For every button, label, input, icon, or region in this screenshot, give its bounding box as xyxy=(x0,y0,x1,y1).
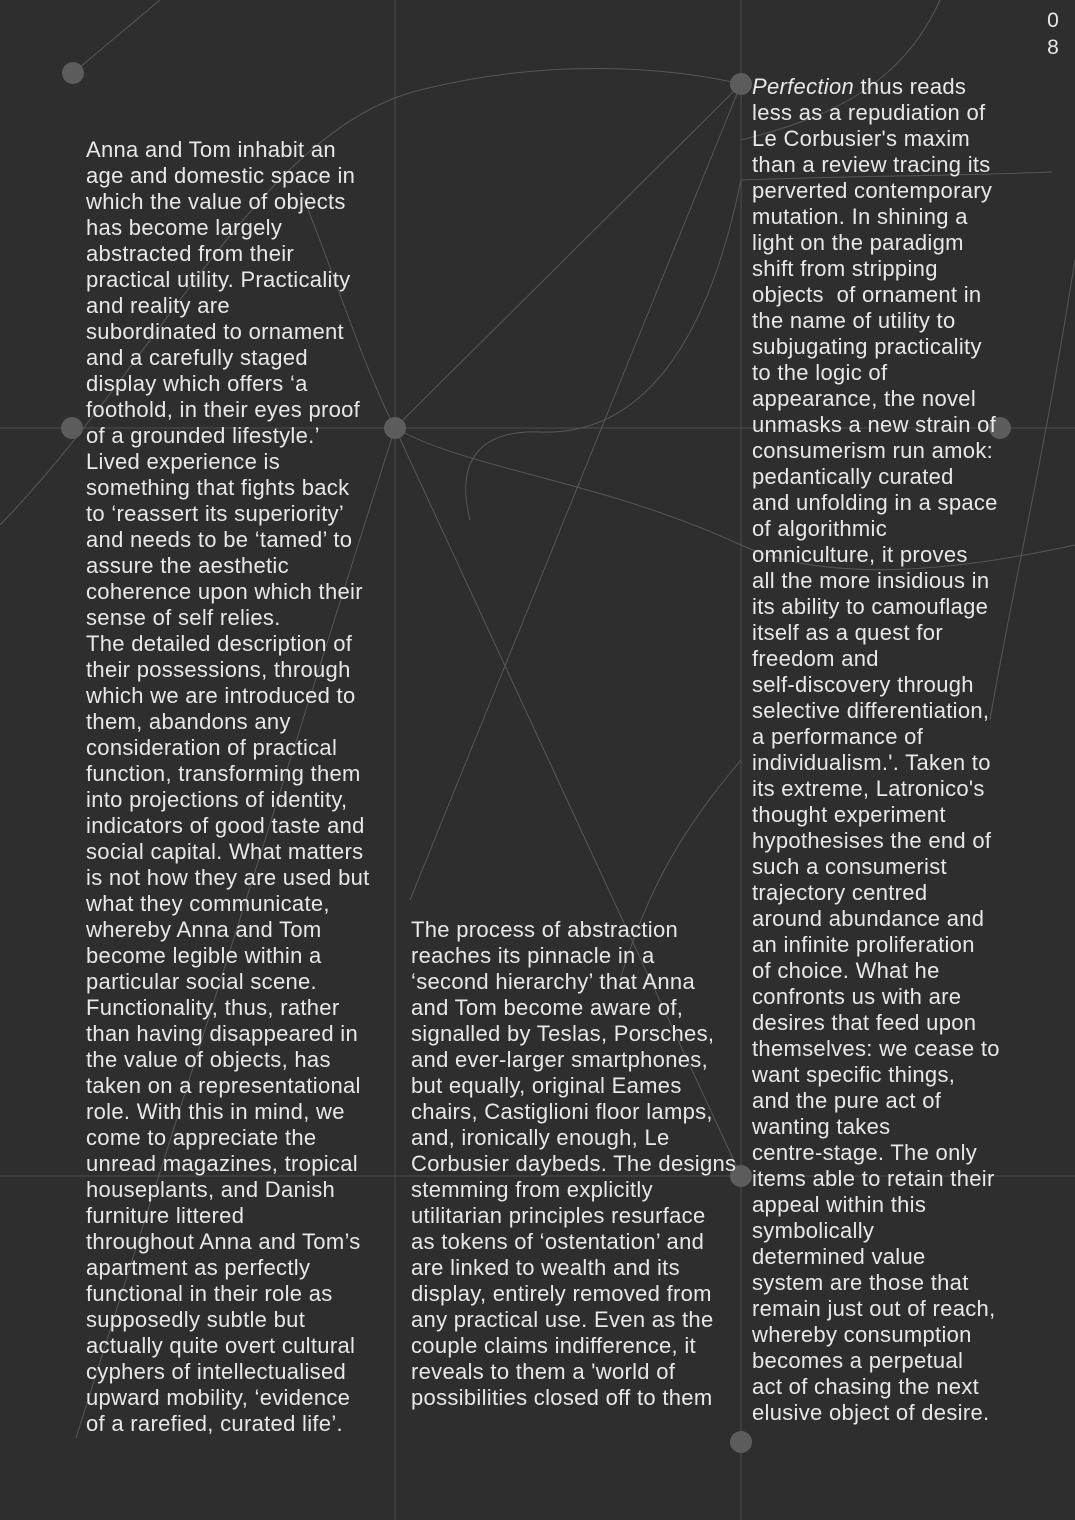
text-line: to the logic of xyxy=(752,360,888,385)
text-line: desires that feed upon xyxy=(752,1010,977,1035)
text-line: self-discovery through xyxy=(752,672,974,697)
text-line: its ability to camouflage xyxy=(752,594,989,619)
text-line: appearance, the novel xyxy=(752,386,977,411)
text-line: an infinite proliferation xyxy=(752,932,975,957)
text-line: and a carefully staged xyxy=(86,345,308,370)
text-line: want specific things, xyxy=(752,1062,956,1087)
text-line: reveals to them a 'world of xyxy=(411,1359,676,1384)
text-line: function, transforming them xyxy=(86,761,361,786)
text-line: signalled by Teslas, Porsches, xyxy=(411,1021,715,1046)
text-line: Corbusier daybeds. The designs xyxy=(411,1151,737,1176)
text-line: becomes a perpetual xyxy=(752,1348,964,1373)
text-line: social capital. What matters xyxy=(86,839,364,864)
text-line: wanting takes xyxy=(752,1114,891,1139)
text-line: selective differentiation, xyxy=(752,698,990,723)
text-line: remain just out of reach, xyxy=(752,1296,996,1321)
italic-title-word: Perfection xyxy=(752,74,855,99)
text-line: subjugating practicality xyxy=(752,334,982,359)
text-line: than having disappeared in xyxy=(86,1021,359,1046)
text-line: of algorithmic xyxy=(752,516,888,541)
text-line: than a review tracing its xyxy=(752,152,991,177)
text-line: The process of abstraction xyxy=(411,917,679,942)
text-line: supposedly subtle but xyxy=(86,1307,306,1332)
connector-curve xyxy=(990,260,1075,720)
text-line: apartment as perfectly xyxy=(86,1255,311,1280)
text-line: less as a repudiation of xyxy=(752,100,986,125)
text-line-lead xyxy=(752,74,1000,100)
connector-line xyxy=(395,84,741,428)
connector-curve xyxy=(466,180,741,520)
text-line: what they communicate, xyxy=(86,891,330,916)
text-line: assure the aesthetic xyxy=(86,553,289,578)
text-line: mutation. In shining a xyxy=(752,204,968,229)
text-line: itself as a quest for xyxy=(752,620,943,645)
text-line: age and domestic space in xyxy=(86,163,356,188)
text-line: subordinated to ornament xyxy=(86,319,344,344)
grid-node-dot xyxy=(62,62,84,84)
text-line: of a grounded lifestyle.’ xyxy=(86,423,320,448)
text-line: objects of ornament in xyxy=(752,282,982,307)
text-line: whereby Anna and Tom xyxy=(86,917,322,942)
text-line: which we are introduced to xyxy=(86,683,356,708)
text-line: possibilities closed off to them xyxy=(411,1385,713,1410)
text-line: utilitarian principles resurface xyxy=(411,1203,706,1228)
grid-node-dot xyxy=(730,73,752,95)
text-line: couple claims indifference, it xyxy=(411,1333,696,1358)
text-line: confronts us with are xyxy=(752,984,962,1009)
text-line: unread magazines, tropical xyxy=(86,1151,358,1176)
text-line: individualism.'. Taken to xyxy=(752,750,991,775)
text-line: its extreme, Latronico's xyxy=(752,776,985,801)
text-line: their possessions, through xyxy=(86,657,351,682)
text-line: act of chasing the next xyxy=(752,1374,980,1399)
text-line: display, entirely removed from xyxy=(411,1281,712,1306)
lead-text: thus reads xyxy=(860,74,967,99)
text-line: themselves: we cease to xyxy=(752,1036,1000,1061)
text-line: and the pure act of xyxy=(752,1088,942,1113)
text-line: Lived experience is xyxy=(86,449,281,474)
text-line: appeal within this xyxy=(752,1192,927,1217)
text-line: symbolically xyxy=(752,1218,875,1243)
text-column-left xyxy=(86,137,370,1437)
text-line: all the more insidious in xyxy=(752,568,990,593)
text-line: become legible within a xyxy=(86,943,322,968)
text-line: consumerism run amok: xyxy=(752,438,994,463)
text-line: coherence upon which their xyxy=(86,579,363,604)
text-line: elusive object of desire. xyxy=(752,1400,990,1425)
text-line: and unfolding in a space xyxy=(752,490,998,515)
text-line: centre-stage. The only xyxy=(752,1140,978,1165)
text-line: upward mobility, ‘evidence xyxy=(86,1385,351,1410)
text-line: light on the paradigm xyxy=(752,230,964,255)
text-line: the value of objects, has xyxy=(86,1047,331,1072)
text-line: foothold, in their eyes proof xyxy=(86,397,361,422)
text-line: and needs to be ‘tamed’ to xyxy=(86,527,353,552)
text-line: omniculture, it proves xyxy=(752,542,968,567)
text-line: stemming from explicitly xyxy=(411,1177,653,1202)
text-line: taken on a representational xyxy=(86,1073,361,1098)
text-line: them, abandons any xyxy=(86,709,291,734)
text-line: trajectory centred xyxy=(752,880,928,905)
text-line: shift from stripping xyxy=(752,256,938,281)
text-line: role. With this in mind, we xyxy=(86,1099,345,1124)
text-line: practical utility. Practicality xyxy=(86,267,351,292)
text-line: such a consumerist xyxy=(752,854,947,879)
grid-node-dot xyxy=(384,417,406,439)
text-line: reaches its pinnacle in a xyxy=(411,943,655,968)
text-line: to ‘reassert its superiority’ xyxy=(86,501,345,526)
text-line: whereby consumption xyxy=(752,1322,972,1347)
text-line: display which offers ‘a xyxy=(86,371,308,396)
text-line: consideration of practical xyxy=(86,735,338,760)
text-line: houseplants, and Danish xyxy=(86,1177,336,1202)
text-line: and reality are xyxy=(86,293,230,318)
text-line: ‘second hierarchy’ that Anna xyxy=(411,969,695,994)
text-line: and, ironically enough, Le xyxy=(411,1125,670,1150)
text-line: come to appreciate the xyxy=(86,1125,317,1150)
text-line: determined value xyxy=(752,1244,926,1269)
text-line: The detailed description of xyxy=(86,631,353,656)
grid-node-dot xyxy=(730,1431,752,1453)
text-line: items able to retain their xyxy=(752,1166,995,1191)
text-line: actually quite overt cultural xyxy=(86,1333,356,1358)
text-line: system are those that xyxy=(752,1270,969,1295)
text-line: are linked to wealth and its xyxy=(411,1255,680,1280)
text-line: and ever-larger smartphones, xyxy=(411,1047,708,1072)
text-line: chairs, Castiglioni floor lamps, xyxy=(411,1099,713,1124)
text-line: pedantically curated xyxy=(752,464,954,489)
text-line: unmasks a new strain of xyxy=(752,412,997,437)
text-line: into projections of identity, xyxy=(86,787,348,812)
text-column-right xyxy=(752,74,1000,1426)
text-line: perverted contemporary xyxy=(752,178,993,203)
text-line: Le Corbusier's maxim xyxy=(752,126,971,151)
text-line: indicators of good taste and xyxy=(86,813,365,838)
text-line: any practical use. Even as the xyxy=(411,1307,714,1332)
page-number xyxy=(1041,7,1065,61)
text-line: something that fights back xyxy=(86,475,350,500)
text-line: as tokens of ‘ostentation’ and xyxy=(411,1229,705,1254)
text-line: of a rarefied, curated life’. xyxy=(86,1411,343,1436)
text-line: abstracted from their xyxy=(86,241,295,266)
text-line: around abundance and xyxy=(752,906,985,931)
text-line: Functionality, thus, rather xyxy=(86,995,340,1020)
text-line: has become largely xyxy=(86,215,283,240)
text-line: furniture littered xyxy=(86,1203,245,1228)
text-line: a performance of xyxy=(752,724,924,749)
text-column-middle xyxy=(411,917,736,1411)
text-line: particular social scene. xyxy=(86,969,317,994)
text-line: cyphers of intellectualised xyxy=(86,1359,347,1384)
text-line: is not how they are used but xyxy=(86,865,370,890)
text-line: but equally, original Eames xyxy=(411,1073,682,1098)
text-line: sense of self relies. xyxy=(86,605,281,630)
grid-node-dot xyxy=(61,417,83,439)
page-number-digit: 0 xyxy=(1047,9,1059,32)
text-line: functional in their role as xyxy=(86,1281,333,1306)
text-line: hypothesises the end of xyxy=(752,828,992,853)
text-line: the name of utility to xyxy=(752,308,956,333)
text-line: thought experiment xyxy=(752,802,946,827)
connector-line xyxy=(410,84,741,900)
text-line: of choice. What he xyxy=(752,958,940,983)
text-line: throughout Anna and Tom’s xyxy=(86,1229,361,1254)
page-number-digit: 8 xyxy=(1047,36,1059,59)
connector-line xyxy=(73,0,160,73)
text-line: freedom and xyxy=(752,646,879,671)
text-line: Anna and Tom inhabit an xyxy=(86,137,336,162)
text-line: and Tom become aware of, xyxy=(411,995,684,1020)
text-line: which the value of objects xyxy=(86,189,346,214)
